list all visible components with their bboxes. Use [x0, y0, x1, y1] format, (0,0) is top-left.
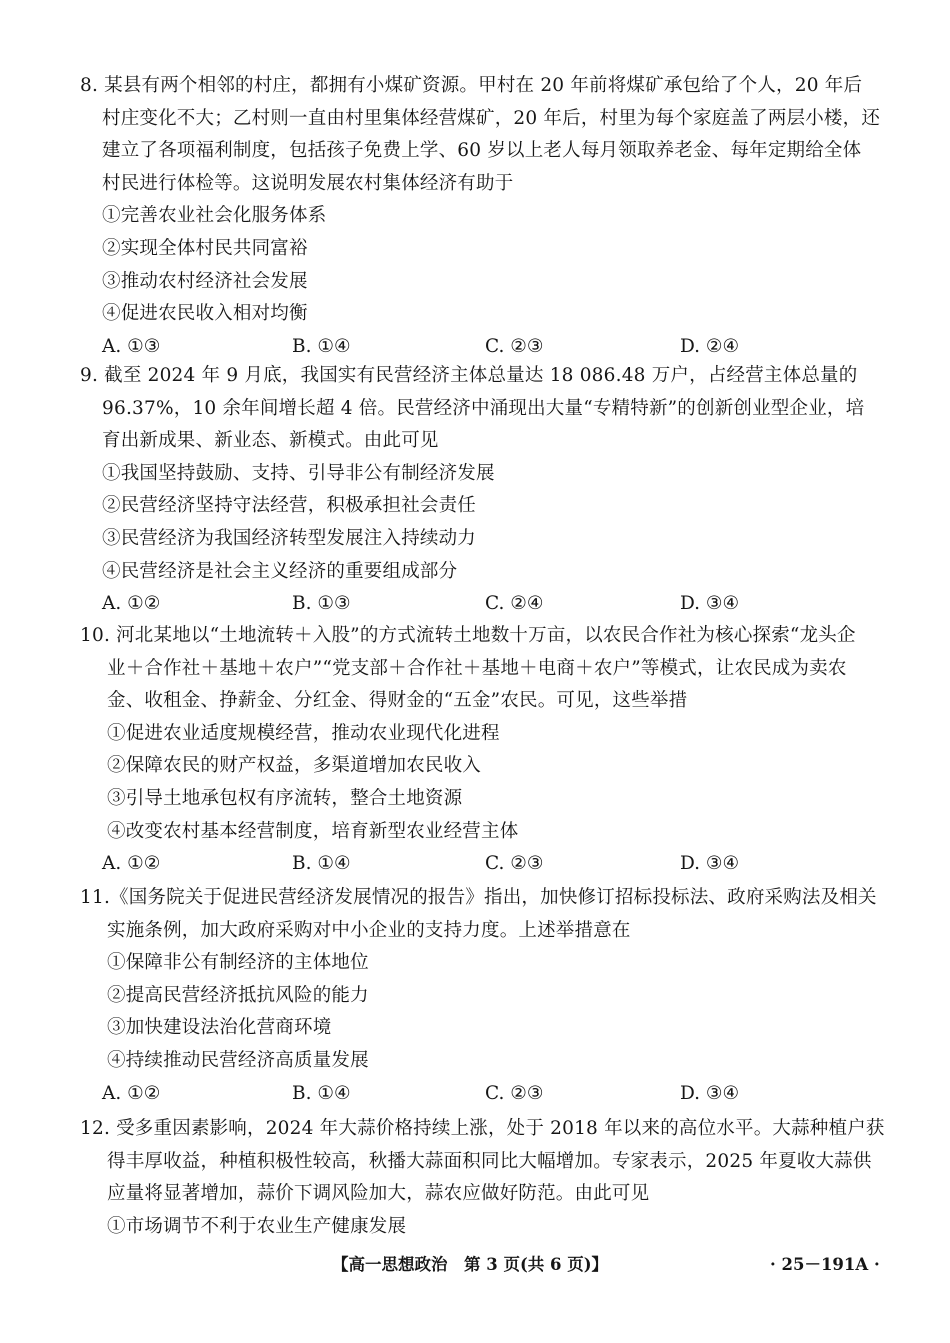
question-10-option-3: ③引导土地承包权有序流转，整合土地资源	[107, 787, 463, 809]
question-10-stem-line: 金、收租金、挣薪金、分红金、得财金的“五金”农民。可见，这些举措	[107, 690, 688, 712]
choice-c: C. ②③	[485, 335, 544, 357]
question-8-stem-line: 建立了各项福利制度，包括孩子免费上学、60 岁以上老人每月领取养老金、每年定期给全体	[102, 140, 862, 162]
question-8-option-3: ③推动农村经济社会发展	[102, 270, 308, 292]
choice-d: D. ③④	[680, 853, 740, 875]
question-8-option-2: ②实现全体村民共同富裕	[102, 237, 308, 259]
question-8-option-1: ①完善农业社会化服务体系	[102, 205, 327, 227]
question-9-choices	[80, 588, 880, 621]
question-10-option-1: ①促进农业适度规模经营，推动农业现代化进程	[107, 722, 500, 744]
question-12	[80, 1113, 885, 1243]
question-10-option-2: ②保障农民的财产权益，多渠道增加农民收入	[107, 755, 482, 777]
question-11-option-2: ②提高民营经济抵抗风险的能力	[107, 984, 369, 1006]
question-9-stem-line: 96.37%，10 余年间增长超 4 倍。民营经济中涌现出大量“专精特新”的创新创业型企业，培	[102, 397, 865, 419]
question-11-stem-line: 实施条例，加大政府采购对中小企业的支持力度。上述举措意在	[107, 919, 631, 941]
question-8	[80, 70, 880, 363]
question-8-stem-line: 8. 某县有两个相邻的村庄，都拥有小煤矿资源。甲村在 20 年前将煤矿承包给了个人，20 年后	[80, 75, 863, 96]
question-11-option-4: ④持续推动民营经济高质量发展	[107, 1049, 369, 1071]
question-9-option-1: ①我国坚持鼓励、支持、引导非公有制经济发展	[102, 462, 495, 484]
choice-b: B. ①④	[292, 1082, 351, 1104]
question-12-option-1: ①市场调节不利于农业生产健康发展	[107, 1215, 407, 1237]
choice-b: B. ①③	[292, 593, 351, 615]
page-footer	[0, 1251, 950, 1281]
choice-c: C. ②④	[485, 593, 544, 615]
question-11-choices	[80, 1078, 880, 1111]
choice-a: A. ①②	[102, 593, 161, 615]
question-11	[80, 882, 880, 1110]
question-8-choices	[80, 331, 880, 364]
question-9-option-4: ④民营经济是社会主义经济的重要组成部分	[102, 560, 458, 582]
question-12-stem-line: 12. 受多重因素影响，2024 年大蒜价格持续上涨，处于 2018 年以来的高位水平。大蒜种植户获	[80, 1118, 885, 1139]
question-10-stem-line: 业＋合作社＋基地＋农户”“党支部＋合作社＋基地＋电商＋农户”等模式，让农民成为卖农	[107, 657, 847, 679]
question-8-stem-line: 村庄变化不大；乙村则一直由村里集体经营煤矿，20 年后，村里为每个家庭盖了两层小楼，还	[102, 107, 881, 129]
question-9-stem-line: 9. 截至 2024 年 9 月底，我国实有民营经济主体总量达 18 086.48 万户，占经营主体总量的	[80, 365, 858, 386]
question-11-option-3: ③加快建设法治化营商环境	[107, 1017, 332, 1039]
question-12-stem-line: 得丰厚收益，种植积极性较高，秋播大蒜面积同比大幅增加。专家表示，2025 年夏收大蒜供	[107, 1150, 872, 1172]
question-9-option-2: ②民营经济坚持守法经营，积极承担社会责任	[102, 495, 477, 517]
question-9-option-3: ③民营经济为我国经济转型发展注入持续动力	[102, 527, 477, 549]
question-8-stem-line: 村民进行体检等。这说明发展农村集体经济有助于	[102, 172, 514, 194]
choice-b: B. ①④	[292, 335, 351, 357]
question-9	[80, 360, 880, 621]
footer-exam-code: · 25－191A ·	[770, 1255, 880, 1274]
choice-a: A. ①②	[102, 853, 161, 875]
question-11-option-1: ①保障非公有制经济的主体地位	[107, 952, 369, 974]
choice-a: A. ①②	[102, 1082, 161, 1104]
question-9-stem-line: 育出新成果、新业态、新模式。由此可见	[102, 430, 439, 452]
choice-b: B. ①④	[292, 853, 351, 875]
choice-a: A. ①③	[102, 335, 161, 357]
footer-page-info: 【高一思想政治 第 3 页(共 6 页)】	[332, 1255, 609, 1274]
question-8-option-4: ④促进农民收入相对均衡	[102, 303, 308, 325]
choice-d: D. ②④	[680, 335, 740, 357]
choice-d: D. ③④	[680, 593, 740, 615]
question-10-stem-line: 10. 河北某地以“土地流转＋入股”的方式流转土地数十万亩，以农民合作社为核心探索“龙头企	[80, 625, 856, 646]
choice-d: D. ③④	[680, 1082, 740, 1104]
question-10-option-4: ④改变农村基本经营制度，培育新型农业经营主体	[107, 820, 519, 842]
question-11-stem-line: 11.《国务院关于促进民营经济发展情况的报告》指出，加快修订招标投标法、政府采购法及相关	[80, 887, 877, 908]
choice-c: C. ②③	[485, 1082, 544, 1104]
question-12-stem-line: 应量将显著增加，蒜价下调风险加大，蒜农应做好防范。由此可见	[107, 1183, 650, 1205]
question-10-choices	[80, 848, 880, 881]
question-10	[80, 620, 880, 881]
choice-c: C. ②③	[485, 853, 544, 875]
